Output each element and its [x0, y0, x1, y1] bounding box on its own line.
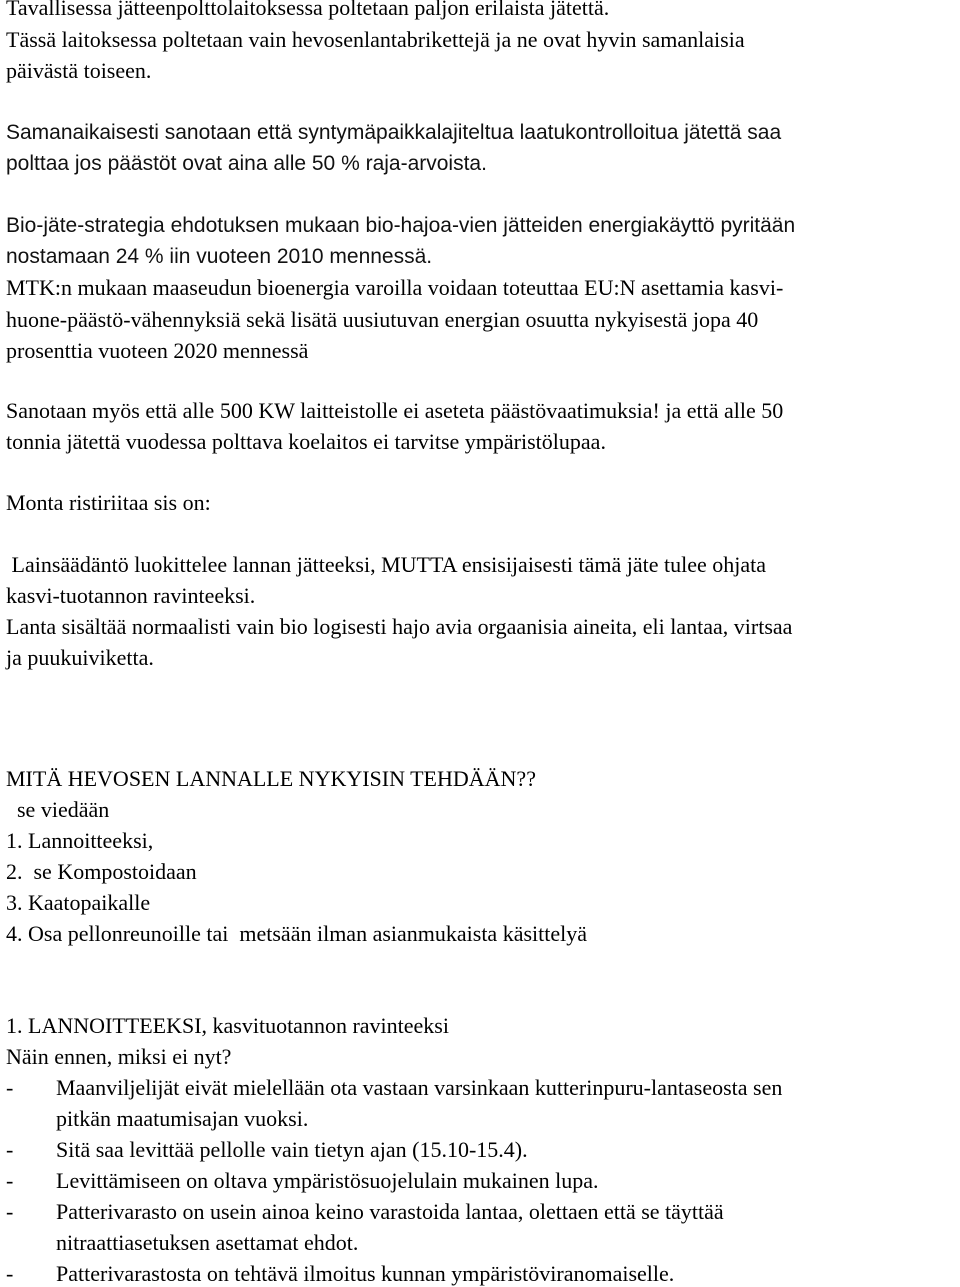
contradictions-heading: Monta ristiriitaa sis on:: [6, 490, 211, 515]
para6-line-1: Lainsäädäntö luokittelee lannan jätteeksi, MUTTA ensisijaisesti tämä jäte tulee ohjata: [6, 552, 767, 577]
bullet-4-line-1: Patterivarasto on usein ainoa keino varastoida lantaa, olettaen että se täyttää: [56, 1199, 724, 1224]
para4-line-3: prosenttia vuoteen 2020 mennessä: [6, 338, 309, 363]
bullet-1-line-2: pitkän maatumisajan vuoksi.: [56, 1106, 309, 1131]
question-item-4: 4. Osa pellonreunoille tai metsään ilman asianmukaista käsittelyä: [6, 921, 588, 946]
question-item-1: 1. Lannoitteeksi,: [6, 828, 154, 853]
para6-line-3: Lanta sisältää normaalisti vain bio logisesti hajo avia orgaanisia aineita, eli lantaa, virtsaa: [6, 614, 793, 639]
para3-line-1: Bio-jäte-strategia ehdotuksen mukaan bio-hajoa-vien jätteiden energiakäyttö pyritään: [6, 214, 796, 237]
question-item-2: 2. se Kompostoidaan: [6, 859, 197, 884]
bullet-dash: -: [6, 1168, 14, 1193]
intro-line-2: Tässä laitoksessa poltetaan vain hevosenlantabrikettejä ja ne ovat hyvin samanlaisia: [6, 27, 745, 52]
para6-line-2: kasvi-tuotannon ravinteeksi.: [6, 583, 256, 608]
section1-sub: Näin ennen, miksi ei nyt?: [6, 1044, 232, 1069]
para5-line-1: Sanotaan myös että alle 500 KW laitteistolle ei aseteta päästövaatimuksia! ja että alle 50: [6, 398, 784, 423]
bullet-dash: -: [6, 1075, 14, 1100]
bullet-3-line-1: Levittämiseen on oltava ympäristösuojelulain mukainen lupa.: [56, 1168, 599, 1193]
bullet-dash: -: [6, 1199, 14, 1224]
question-item-3: 3. Kaatopaikalle: [6, 890, 151, 915]
para4-line-1: MTK:n mukaan maaseudun bioenergia varoilla voidaan toteuttaa EU:N asettamia kasvi-: [6, 275, 784, 300]
bullet-dash: -: [6, 1137, 14, 1162]
intro-line-1: Tavallisessa jätteenpolttolaitoksessa poltetaan paljon erilaista jätettä.: [6, 0, 610, 20]
para6-line-4: ja puukuiviketta.: [6, 645, 154, 670]
para2-line-1: Samanaikaisesti sanotaan että syntymäpaikkalajiteltua laatukontrolloitua jätettä saa: [6, 121, 782, 144]
section1-heading: 1. LANNOITTEEKSI, kasvituotannon ravinteeksi: [6, 1013, 449, 1038]
para5-line-2: tonnia jätettä vuodessa polttava koelaitos ei tarvitse ympäristölupaa.: [6, 429, 606, 454]
bullet-dash: -: [6, 1261, 14, 1286]
intro-line-3: päivästä toiseen.: [6, 58, 152, 83]
para2-line-2: polttaa jos päästöt ovat aina alle 50 % raja-arvoista.: [6, 152, 487, 175]
para4-line-2: huone-päästö-vähennyksiä sekä lisätä uusiutuvan energian osuutta nykyisestä jopa 40: [6, 307, 759, 332]
bullet-2-line-1: Sitä saa levittää pellolle vain tietyn ajan (15.10-15.4).: [56, 1137, 528, 1162]
para3-line-2: nostamaan 24 % iin vuoteen 2010 mennessä.: [6, 245, 433, 268]
bullet-4-line-2: nitraattiasetuksen asettamat ehdot.: [56, 1230, 359, 1255]
bullet-1-line-1: Maanviljelijät eivät mielellään ota vastaan varsinkaan kutterinpuru-lantaseosta sen: [56, 1075, 783, 1100]
question-heading: MITÄ HEVOSEN LANNALLE NYKYISIN TEHDÄÄN??: [6, 766, 536, 791]
bullet-5-line-1: Patterivarastosta on tehtävä ilmoitus kunnan ympäristöviranomaiselle.: [56, 1261, 675, 1286]
question-sub: se viedään: [6, 797, 110, 822]
